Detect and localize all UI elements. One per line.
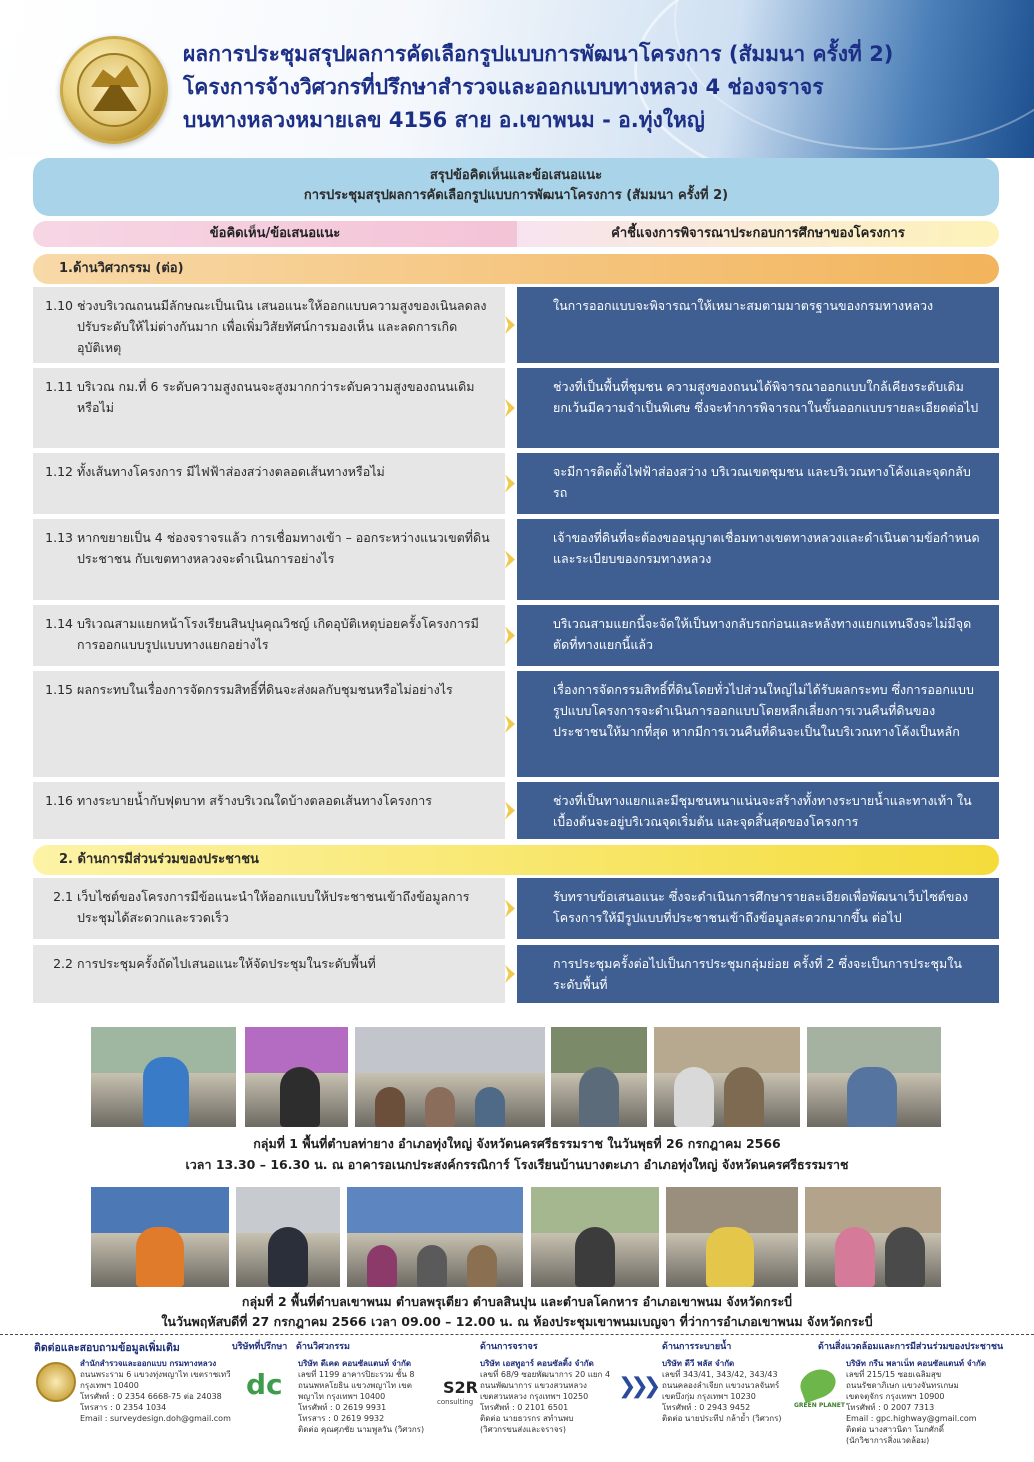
gp-city: เขตจตุจักร กรุงเทพฯ 10900 [846, 1392, 945, 1401]
dc-consultant-logo: dc [246, 1368, 283, 1401]
meeting-photo [654, 1027, 800, 1127]
footer-engineering-title: ด้านวิศวกรรม [296, 1342, 350, 1352]
meeting-photo [666, 1187, 798, 1287]
comment-text: บริเวณสามแยกหน้าโรงเรียนสินปุนคุณวิชญ์ เกิดอุบัติเหตุบ่อยครั้งโครงการมีการออกแบบรูปแบบทางแยกอย่างไร [77, 616, 479, 652]
doh-city: กรุงเทพฯ 10400 [80, 1381, 139, 1390]
group2-caption-line1: กลุ่มที่ 2 พื้นที่ตำบลเขาพนม ตำบลพรุเตียว ตำบลสินปุน และตำบลโคกหาร อำเภอเขาพนม จังหวัดกระบี่ [241, 1294, 793, 1309]
dv-phone: โทรศัพท์ : 0 2943 9452 [662, 1403, 751, 1412]
dc-contact-person: ติดต่อ คุณศุภชัย นามพูลวัน (วิศวกร) [298, 1425, 425, 1434]
s2r-name: บริษัท เอสทูอาร์ คอนซัลติ้ง จำกัด [480, 1359, 594, 1368]
s2r-phone: โทรศัพท์ : 0 2101 6501 [480, 1403, 569, 1412]
chevron-right-icon [505, 802, 515, 820]
comment-cell [33, 782, 505, 839]
dv-plus-logo-icon: ❯❯❯ [618, 1374, 656, 1399]
title-line-2: โครงการจ้างวิศวกรที่ปรึกษาสำรวจและออกแบบทางหลวง 4 ช่องจราจร [183, 75, 824, 99]
doh-phone: โทรศัพท์ : 0 2354 6668-75 ต่อ 24038 [80, 1392, 222, 1401]
meeting-photo [91, 1187, 229, 1287]
comment-text: เว็บไซต์ของโครงการมีข้อแนะนำให้ออกแบบให้ประชาชนเข้าถึงข้อมูลการประชุมได้สะดวกและรวดเร็ว [77, 889, 470, 925]
column-header-comments: ข้อคิดเห็น/ข้อเสนอแนะ [33, 221, 517, 247]
dv-address: เลขที่ 343/41, 343/42, 343/43 [662, 1370, 778, 1379]
dv-name: บริษัท ดีวี พลัส จำกัด [662, 1359, 735, 1368]
section-engineering-title: 1.ด้านวิศวกรรม (ต่อ) [33, 254, 999, 284]
comment-row [33, 945, 999, 1003]
s2r-contact-person: ติดต่อ นายธวรกร สทำนพบ [480, 1414, 574, 1423]
footer-s2r-contact [480, 1358, 610, 1435]
comment-row [33, 605, 999, 666]
gp-contact-role: (นักวิชาการสิ่งแวดล้อม) [846, 1436, 930, 1445]
page-title [183, 38, 1003, 137]
footer-traffic-title: ด้านการจราจร [480, 1342, 538, 1352]
response-cell: เรื่องการจัดกรรมสิทธิ์ที่ดินโดยทั่วไปส่วนใหญ่ไม่ได้รับผลกระทบ ซึ่งการออกแบบรูปแบบโครงการจะดำเนินการออกแบบโดยหลีกเลี่ยงการเวนคืนที่ดินของประชาชนให้มากที่สุด หากมีการเวนคืนที่ดินจะเป็นในบริเวณทางโค้งเป็นหลัก [517, 671, 999, 777]
comment-text: หากขยายเป็น 4 ช่องจราจรแล้ว การเชื่อมทางเข้า – ออกระหว่างแนวเขตที่ดินประชาชน กับเขตทางหลวงจะดำเนินการอย่างไร [77, 530, 490, 566]
s2r-address-2: ถนนพัฒนาการ แขวงสวนหลวง [480, 1381, 587, 1390]
dc-city: พญาไท กรุงเทพฯ 10400 [298, 1392, 386, 1401]
comment-number: 1.14 [45, 616, 73, 631]
gp-email: Email : gpc.highway@gmail.com [846, 1414, 977, 1423]
footer-gp-contact [846, 1358, 986, 1446]
dv-address-2: ถนนคลองลำเจียก แขวงนวลจันทร์ [662, 1381, 780, 1390]
response-cell: ช่วงที่เป็นทางแยกและมีชุมชนหนาแน่นจะสร้างทั้งทางระบายน้ำและทางเท้า ในเบื้องต้นจะอยู่บริเวณจุดเริ่มต้น และจุดสิ้นสุดของโครงการ [517, 782, 999, 839]
response-cell: การประชุมครั้งต่อไปเป็นการประชุมกลุ่มย่อย ครั้งที่ 2 ซึ่งจะเป็นการประชุมในระดับพื้นที่ [517, 945, 999, 1003]
green-planet-logo-text: GREEN PLANET [794, 1402, 845, 1409]
meeting-photo [551, 1027, 647, 1127]
gp-name: บริษัท กรีน พลาเน็ท คอนซัลแตนท์ จำกัด [846, 1359, 987, 1368]
meeting-photo [91, 1027, 236, 1127]
comment-number: 1.16 [45, 793, 73, 808]
title-line-3: บนทางหลวงหมายเลข 4156 สาย อ.เขาพนม - อ.ทุ่งใหญ่ [183, 108, 705, 132]
comment-text: การประชุมครั้งถัดไปเสนอแนะให้จัดประชุมในระดับพื้นที่ [77, 956, 376, 971]
chevron-right-icon [505, 715, 515, 733]
s2r-consulting-subtitle: consulting [437, 1398, 474, 1406]
comment-text: ผลกระทบในเรื่องการจัดกรรมสิทธิ์ที่ดินจะส่งผลกับชุมชนหรือไม่อย่างไร [77, 682, 453, 697]
footer-dc-contact [298, 1358, 424, 1435]
group2-caption-line2: ในวันพฤหัสบดีที่ 27 กรกฎาคม 2566 เวลา 09.00 – 12.00 น. ณ ห้องประชุมเขาพนมเบญจา ที่ว่าการอำเภอเขาพนม จังหวัดกระบี่ [161, 1314, 873, 1329]
comment-number: 1.13 [45, 530, 73, 545]
comment-row [33, 368, 999, 448]
s2r-city: เขตสวนหลวง กรุงเทพฯ 10250 [480, 1392, 589, 1401]
meeting-photo [531, 1187, 659, 1287]
footer-dv-contact [662, 1358, 782, 1424]
comment-number: 2.2 [53, 956, 73, 971]
comment-text: ทางระบายน้ำกับฟุตบาท สร้างบริเวณใดบ้างตลอดเส้นทางโครงการ [77, 793, 432, 808]
comment-text: บริเวณ กม.ที่ 6 ระดับความสูงถนนจะสูงมากกว่าระดับความสูงของถนนเดิมหรือไม่ [77, 379, 475, 415]
chevron-right-icon [505, 627, 515, 645]
chevron-right-icon [505, 399, 515, 417]
summary-title: สรุปข้อคิดเห็นและข้อเสนอแนะ [429, 168, 603, 183]
footer-environment-title: ด้านสิ่งแวดล้อมและการมีส่วนร่วมของประชาชน [818, 1342, 1004, 1352]
dc-phone: โทรศัพท์ : 0 2619 9931 [298, 1403, 387, 1412]
response-cell: ช่วงที่เป็นพื้นที่ชุมชน ความสูงของถนนได้พิจารณาออกแบบใกล้เคียงระดับเดิม ยกเว้นมีความจำเป็นพิเศษ ซึ่งจะทำการพิจารณาในขั้นออกแบบรายละเอียดต่อไป [517, 368, 999, 448]
column-header-responses: คำชี้แจงการพิจารณาประกอบการศึกษาของโครงการ [517, 221, 999, 247]
comment-row [33, 671, 999, 777]
comment-row [33, 878, 999, 939]
green-planet-leaf-icon [796, 1365, 839, 1404]
meeting-photo [805, 1187, 941, 1287]
doh-email: Email : surveydesign.doh@gmail.com [80, 1414, 231, 1423]
gp-phone: โทรศัพท์ : 0 2007 7313 [846, 1403, 935, 1412]
chevron-right-icon [505, 551, 515, 569]
doh-fax: โทรสาร : 0 2354 1034 [80, 1403, 167, 1412]
doh-address: ถนนพระราม 6 แขวงทุ่งพญาไท เขตราชเทวี [80, 1370, 231, 1379]
meeting-photo [236, 1187, 340, 1287]
comment-text: ทั้งเส้นทางโครงการ มีไฟฟ้าส่องสว่างตลอดเส้นทางหรือไม่ [77, 464, 385, 479]
s2r-consulting-logo: S2R [443, 1378, 478, 1397]
footer-contact-title: ติดต่อและสอบถามข้อมูลเพิ่มเติม [34, 1342, 180, 1354]
dv-contact-person: ติดต่อ นายประทีป กล้าย้ำ (วิศวกร) [662, 1414, 782, 1423]
gp-address: เลขที่ 215/15 ซอยเฉลิมสุข [846, 1370, 942, 1379]
group1-caption-line1: กลุ่มที่ 1 พื้นที่ตำบลท่ายาง อำเภอทุ่งใหญ่ จังหวัดนครศรีธรรมราช ในวันพุธที่ 26 กรกฎาคม 2566 [253, 1136, 781, 1151]
comment-row [33, 453, 999, 514]
comment-cell [33, 453, 505, 514]
meeting-photo [347, 1187, 523, 1287]
s2r-contact-role: (วิศวกรขนส่งและจราจร) [480, 1425, 566, 1434]
meeting-photo [245, 1027, 348, 1127]
comment-text: ช่วงบริเวณถนนมีลักษณะเป็นเนิน เสนอแนะให้ออกแบบความสูงของเนินลดลงปรับระดับให้ไม่ต่างกันมาก เพื่อเพิ่มวิสัยทัศน์การมองเห็น และลดการเกิดอุบัติเหตุ [77, 298, 487, 355]
footer-consultant-title: บริษัทที่ปรึกษา [232, 1342, 288, 1352]
response-cell: บริเวณสามแยกนี้จะจัดให้เป็นทางกลับรถก่อนและหลังทางแยกแทนจึงจะไม่มีจุดตัดที่ทางแยกนี้แล้ว [517, 605, 999, 666]
dc-fax: โทรสาร : 0 2619 9932 [298, 1414, 385, 1423]
chevron-right-icon [505, 475, 515, 493]
gp-address-2: ถนนรัชดาภิเษก แขวงจันทรเกษม [846, 1381, 959, 1390]
doh-name: สำนักสำรวจและออกแบบ กรมทางหลวง [80, 1359, 217, 1368]
chevron-right-icon [505, 965, 515, 983]
dc-address: เลขที่ 1199 อาคารปิยะรวม ชั้น 8 [298, 1370, 415, 1379]
title-line-1: ผลการประชุมสรุปผลการคัดเลือกรูปแบบการพัฒนาโครงการ (สัมมนา ครั้งที่ 2) [183, 42, 894, 66]
chevron-right-icon [505, 316, 515, 334]
response-cell: จะมีการติดตั้งไฟฟ้าส่องสว่าง บริเวณเขตชุมชน และบริเวณทางโค้งและจุดกลับรถ [517, 453, 999, 514]
department-seal-icon [36, 1362, 76, 1402]
comment-number: 2.1 [53, 889, 73, 904]
s2r-address: เลขที่ 68/9 ซอยพัฒนาการ 20 แยก 4 [480, 1370, 611, 1379]
response-cell: ในการออกแบบจะพิจารณาให้เหมาะสมตามมาตรฐานของกรมทางหลวง [517, 287, 999, 363]
comment-number: 1.12 [45, 464, 73, 479]
meeting-photo [807, 1027, 941, 1127]
gp-contact-person: ติดต่อ นางสาวนิดา โมกศักดิ์ [846, 1425, 944, 1434]
comment-cell [33, 287, 505, 363]
page-header [0, 0, 1034, 158]
summary-subtitle: การประชุมสรุปผลการคัดเลือกรูปแบบการพัฒนาโครงการ (สัมมนา ครั้งที่ 2) [303, 188, 729, 203]
dc-name: บริษัท ดีเคด คอนซัลแตนท์ จำกัด [298, 1359, 412, 1368]
dc-address-2: ถนนพหลโยธิน แขวงพญาไท เขต [298, 1381, 412, 1390]
footer-drainage-title: ด้านการระบายน้ำ [662, 1342, 732, 1352]
meeting-photo [355, 1027, 545, 1127]
dv-city: เขตบึงกุ่ม กรุงเทพฯ 10230 [662, 1392, 756, 1401]
department-of-highways-seal-icon [60, 36, 168, 144]
comment-number: 1.15 [45, 682, 73, 697]
comment-cell [33, 878, 505, 939]
comment-cell [33, 605, 505, 666]
comment-row [33, 287, 999, 363]
response-cell: เจ้าของที่ดินที่จะต้องขออนุญาตเชื่อมทางเขตทางหลวงและดำเนินตามข้อกำหนดและระเบียบของกรมทางหลวง [517, 519, 999, 600]
footer-doh-contact [80, 1358, 231, 1424]
comment-number: 1.11 [45, 379, 73, 394]
response-cell: รับทราบข้อเสนอแนะ ซึ่งจะดำเนินการศึกษารายละเอียดเพื่อพัฒนาเว็บไซต์ของโครงการให้มีรูปแบบที่ประชาชนเข้าถึงข้อมูลสะดวกมากขึ้น ต่อไป [517, 878, 999, 939]
comment-cell [33, 945, 505, 1003]
chevron-right-icon [505, 900, 515, 918]
comment-cell [33, 671, 505, 777]
group1-caption-line2: เวลา 13.30 – 16.30 น. ณ อาคารอเนกประสงค์กรรณิการ์ โรงเรียนบ้านบางตะเภา อำเภอทุ่งใหญ่ จังหวัดนครศรีธรรมราช [185, 1157, 849, 1172]
comment-cell [33, 368, 505, 448]
section-participation-title: 2. ด้านการมีส่วนร่วมของประชาชน [33, 845, 999, 875]
comment-row [33, 519, 999, 600]
summary-banner [33, 158, 999, 216]
comment-number: 1.10 [45, 298, 73, 313]
comment-cell [33, 519, 505, 600]
comment-row [33, 782, 999, 839]
footer-divider [0, 1334, 1034, 1335]
